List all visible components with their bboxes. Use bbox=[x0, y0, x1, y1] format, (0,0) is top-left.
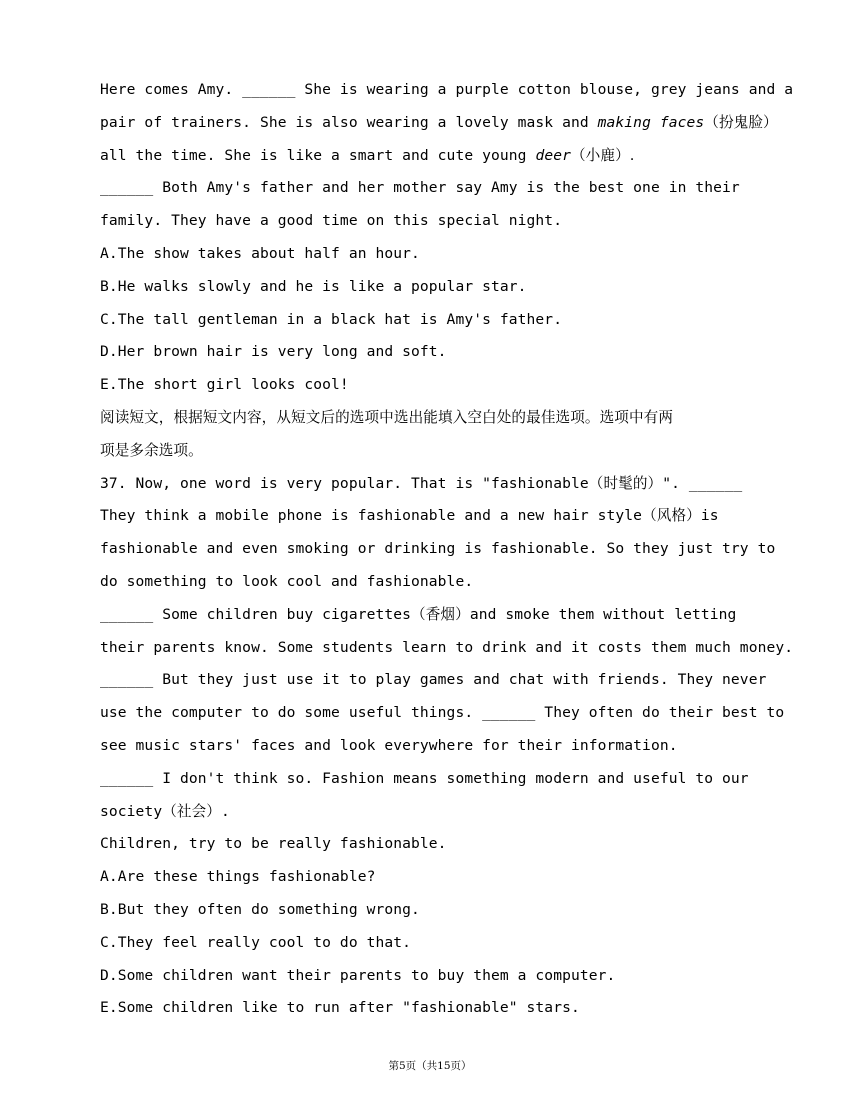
passage1-option-c: C.The tall gentleman in a black hat is Amy's father. bbox=[100, 310, 563, 328]
text-span: . bbox=[221, 802, 230, 820]
passage1-option-a: A.The show takes about half an hour. bbox=[100, 244, 420, 262]
passage2-line-6: their parents know. Some students learn to drink and it costs them much money. bbox=[100, 638, 794, 656]
passage1-line-2 bbox=[100, 107, 778, 140]
italic-word: deer bbox=[535, 146, 571, 164]
passage2-line-1 bbox=[100, 468, 765, 501]
instruction-line-2: 项是多余选项。 bbox=[100, 441, 203, 459]
text-span: pair of trainers. She is also wearing a lovely mask and bbox=[100, 113, 598, 131]
text-span: ______ Some children buy cigarettes bbox=[100, 605, 412, 623]
passage2-option-a: A.Are these things fashionable? bbox=[100, 868, 376, 886]
chinese-gloss: （社会） bbox=[162, 802, 221, 820]
chinese-gloss: （小鹿）. bbox=[570, 146, 635, 164]
passage1-option-b: B.He walks slowly and he is like a popular star. bbox=[100, 277, 527, 295]
passage2-line-11 bbox=[100, 796, 765, 829]
passage1-line-4: ______ Both Amy's father and her mother say Amy is the best one in their bbox=[100, 179, 740, 197]
passage2-line-8: use the computer to do some useful things. ______ They often do their best to bbox=[100, 704, 785, 722]
chinese-gloss: （扮鬼脸） bbox=[704, 113, 778, 131]
text-span: ". ______ bbox=[662, 474, 743, 492]
chinese-gloss: （风格） bbox=[642, 507, 701, 525]
text-span: is bbox=[700, 507, 719, 525]
italic-phrase: making faces bbox=[597, 113, 705, 131]
passage2-line-5 bbox=[100, 599, 765, 632]
passage2-option-b: B.But they often do something wrong. bbox=[100, 900, 420, 918]
passage2-line-10: ______ I don't think so. Fashion means something modern and useful to our bbox=[100, 769, 749, 787]
passage1-line-3 bbox=[100, 140, 765, 173]
instruction-line-1: 阅读短文，根据短文内容，从短文后的选项中选出能填入空白处的最佳选项。选项中有两 bbox=[100, 408, 674, 426]
passage2-option-c: C.They feel really cool to do that. bbox=[100, 933, 412, 951]
chinese-gloss: （香烟） bbox=[411, 605, 470, 623]
passage1-line-1: Here comes Amy. ______ She is wearing a purple cotton blouse, grey jeans and a bbox=[100, 81, 794, 98]
passage2-line-12: Children, try to be really fashionable. bbox=[100, 835, 447, 853]
passage1-option-d: D.Her brown hair is very long and soft. bbox=[100, 343, 447, 361]
chinese-gloss: （时髦的） bbox=[588, 474, 663, 492]
text-span: They think a mobile phone is fashionable and a new hair style bbox=[100, 507, 643, 525]
passage2-option-e: E.Some children like to run after "fashionable" stars. bbox=[100, 999, 580, 1017]
text-span: all the time. She is like a smart and cute young bbox=[100, 146, 536, 164]
passage2-line-9: see music stars' faces and look everywhere for their information. bbox=[100, 736, 678, 754]
text-span: 37. Now, one word is very popular. That is "fashionable bbox=[100, 474, 589, 492]
document-body bbox=[100, 74, 794, 1025]
text-span: society bbox=[100, 802, 163, 820]
passage1-line-5: family. They have a good time on this special night. bbox=[100, 212, 563, 230]
passage1-option-e: E.The short girl looks cool! bbox=[100, 376, 349, 394]
page-footer: 第5页（共15页） bbox=[388, 1060, 472, 1072]
passage2-line-2 bbox=[100, 500, 765, 533]
text-span: and smoke them without letting bbox=[469, 605, 737, 623]
passage2-line-3: fashionable and even smoking or drinking is fashionable. So they just try to bbox=[100, 540, 776, 558]
passage2-line-7: ______ But they just use it to play games and chat with friends. They never bbox=[100, 671, 767, 689]
passage2-line-4: do something to look cool and fashionable. bbox=[100, 572, 474, 590]
passage2-option-d: D.Some children want their parents to buy them a computer. bbox=[100, 966, 616, 984]
